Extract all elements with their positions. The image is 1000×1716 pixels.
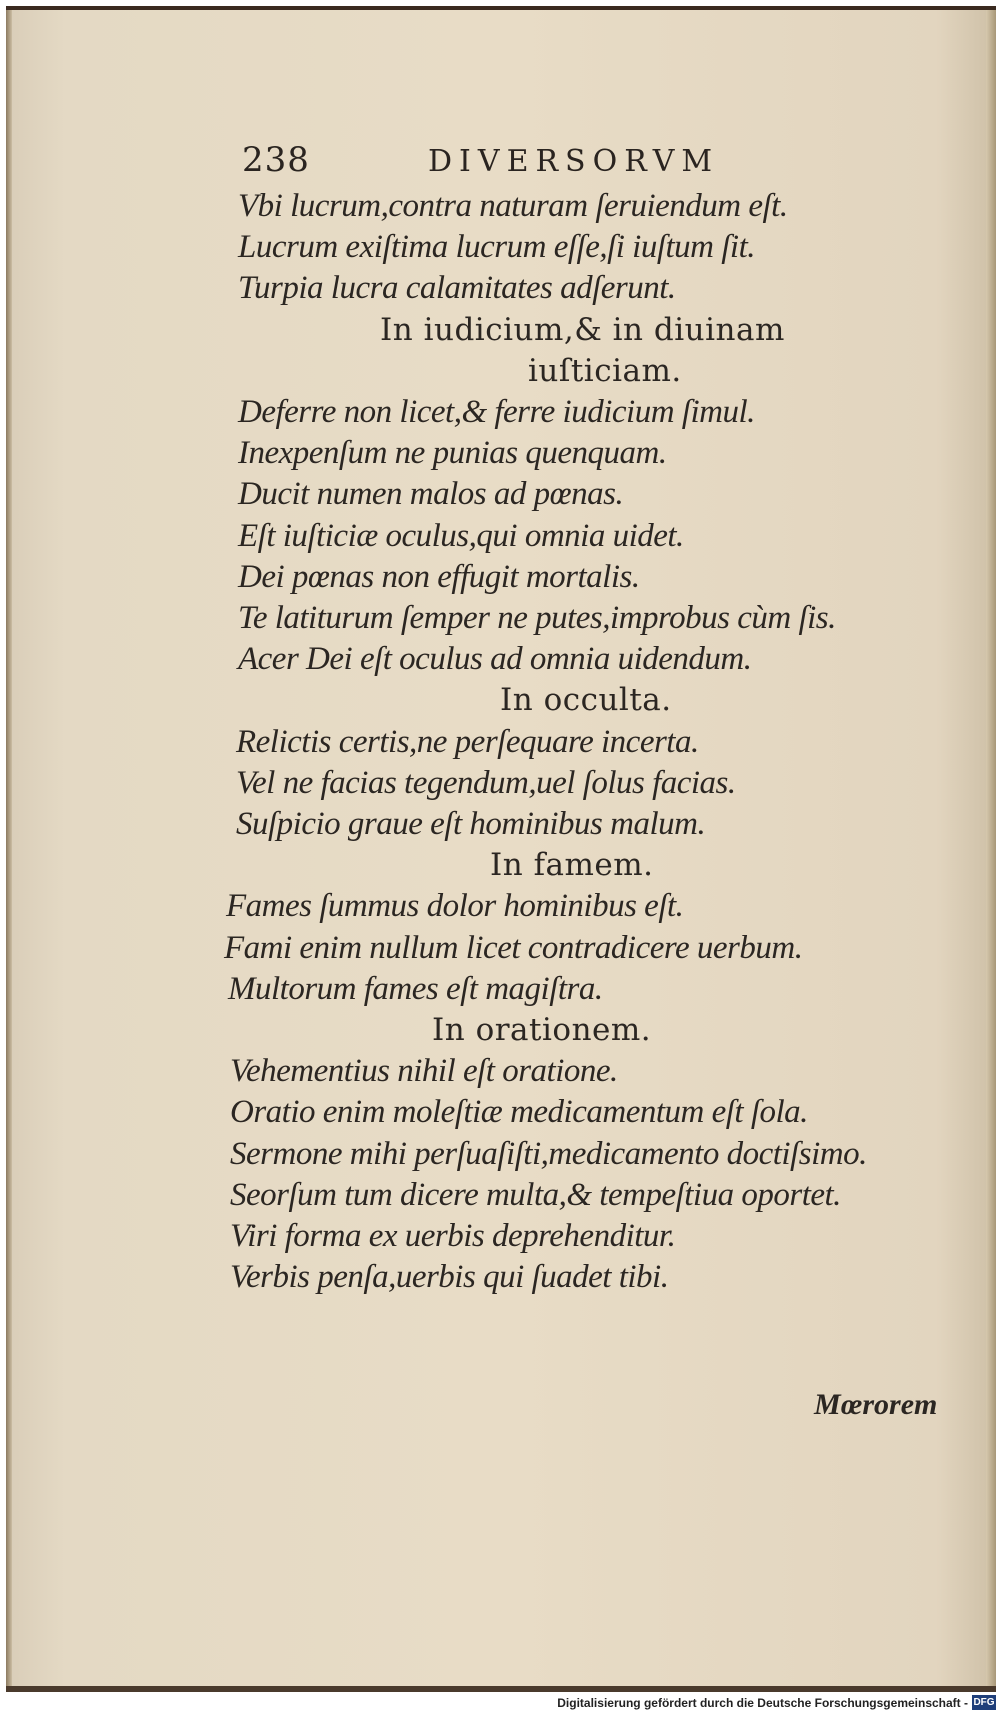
text-line: Sermone mihi perſuaſiſti,medicamento doctiſsimo. xyxy=(230,1136,867,1172)
text-line: Suſpicio graue eſt hominibus malum. xyxy=(236,806,706,842)
text-line: Vbi lucrum,contra naturam ſeruiendum eſt. xyxy=(238,188,788,224)
section-heading: iuſticiam. xyxy=(528,353,682,389)
text-line: Dei pœnas non effugit mortalis. xyxy=(238,559,640,595)
page-number: 238 xyxy=(242,140,310,180)
page-right-edge xyxy=(986,10,996,1696)
dfg-logo: DFG xyxy=(973,1697,995,1708)
text-line: Acer Dei eſt oculus ad omnia uidendum. xyxy=(238,641,752,677)
text-line: Verbis penſa,uerbis qui ſuadet tibi. xyxy=(230,1259,669,1295)
text-line: Seorſum tum dicere multa,& tempeſtiua oportet. xyxy=(230,1177,841,1213)
page-left-edge xyxy=(6,10,12,1696)
text-line: Vehementius nihil eſt oratione. xyxy=(230,1053,618,1089)
text-line: Eſt iuſticiæ oculus,qui omnia uidet. xyxy=(238,518,684,554)
section-heading: In orationem. xyxy=(432,1012,652,1048)
text-line: Fami enim nullum licet contradicere uerbum. xyxy=(224,930,803,966)
text-line: Oratio enim moleſtiæ medicamentum eſt ſola. xyxy=(230,1094,808,1130)
text-line: Relictis certis,ne perſequare incerta. xyxy=(236,724,699,760)
section-heading: In occulta. xyxy=(500,682,672,718)
book-page xyxy=(6,6,996,1692)
text-line: Vel ne facias tegendum,uel ſolus facias. xyxy=(236,765,736,801)
text-line: Multorum fames eſt magiſtra. xyxy=(228,971,603,1007)
text-line: Inexpenſum ne punias quenquam. xyxy=(238,435,667,471)
section-heading: In famem. xyxy=(490,847,654,883)
text-line: Fames ſummus dolor hominibus eſt. xyxy=(226,888,684,924)
text-line: Deferre non licet,& ferre iudicium ſimul. xyxy=(238,394,755,430)
running-head: DIVERSORVM xyxy=(428,144,720,179)
text-line: Viri forma ex uerbis deprehenditur. xyxy=(230,1218,676,1254)
text-line: Te latiturum ſemper ne putes,improbus cùm ſis. xyxy=(238,600,836,636)
text-line: Turpia lucra calamitates adſerunt. xyxy=(238,270,676,306)
page-header xyxy=(242,140,802,186)
text-line: Lucrum exiſtima lucrum eſſe,ſi iuſtum ſit. xyxy=(238,229,756,265)
catchword: Mœrorem xyxy=(814,1388,938,1421)
digitization-footer xyxy=(0,1692,1000,1716)
section-heading: In iudicium,& in diuinam xyxy=(380,312,785,348)
text-line: Ducit numen malos ad pœnas. xyxy=(238,476,624,512)
funding-credit: Digitalisierung gefördert durch die Deutsche Forschungsgemeinschaft - xyxy=(557,1696,968,1710)
